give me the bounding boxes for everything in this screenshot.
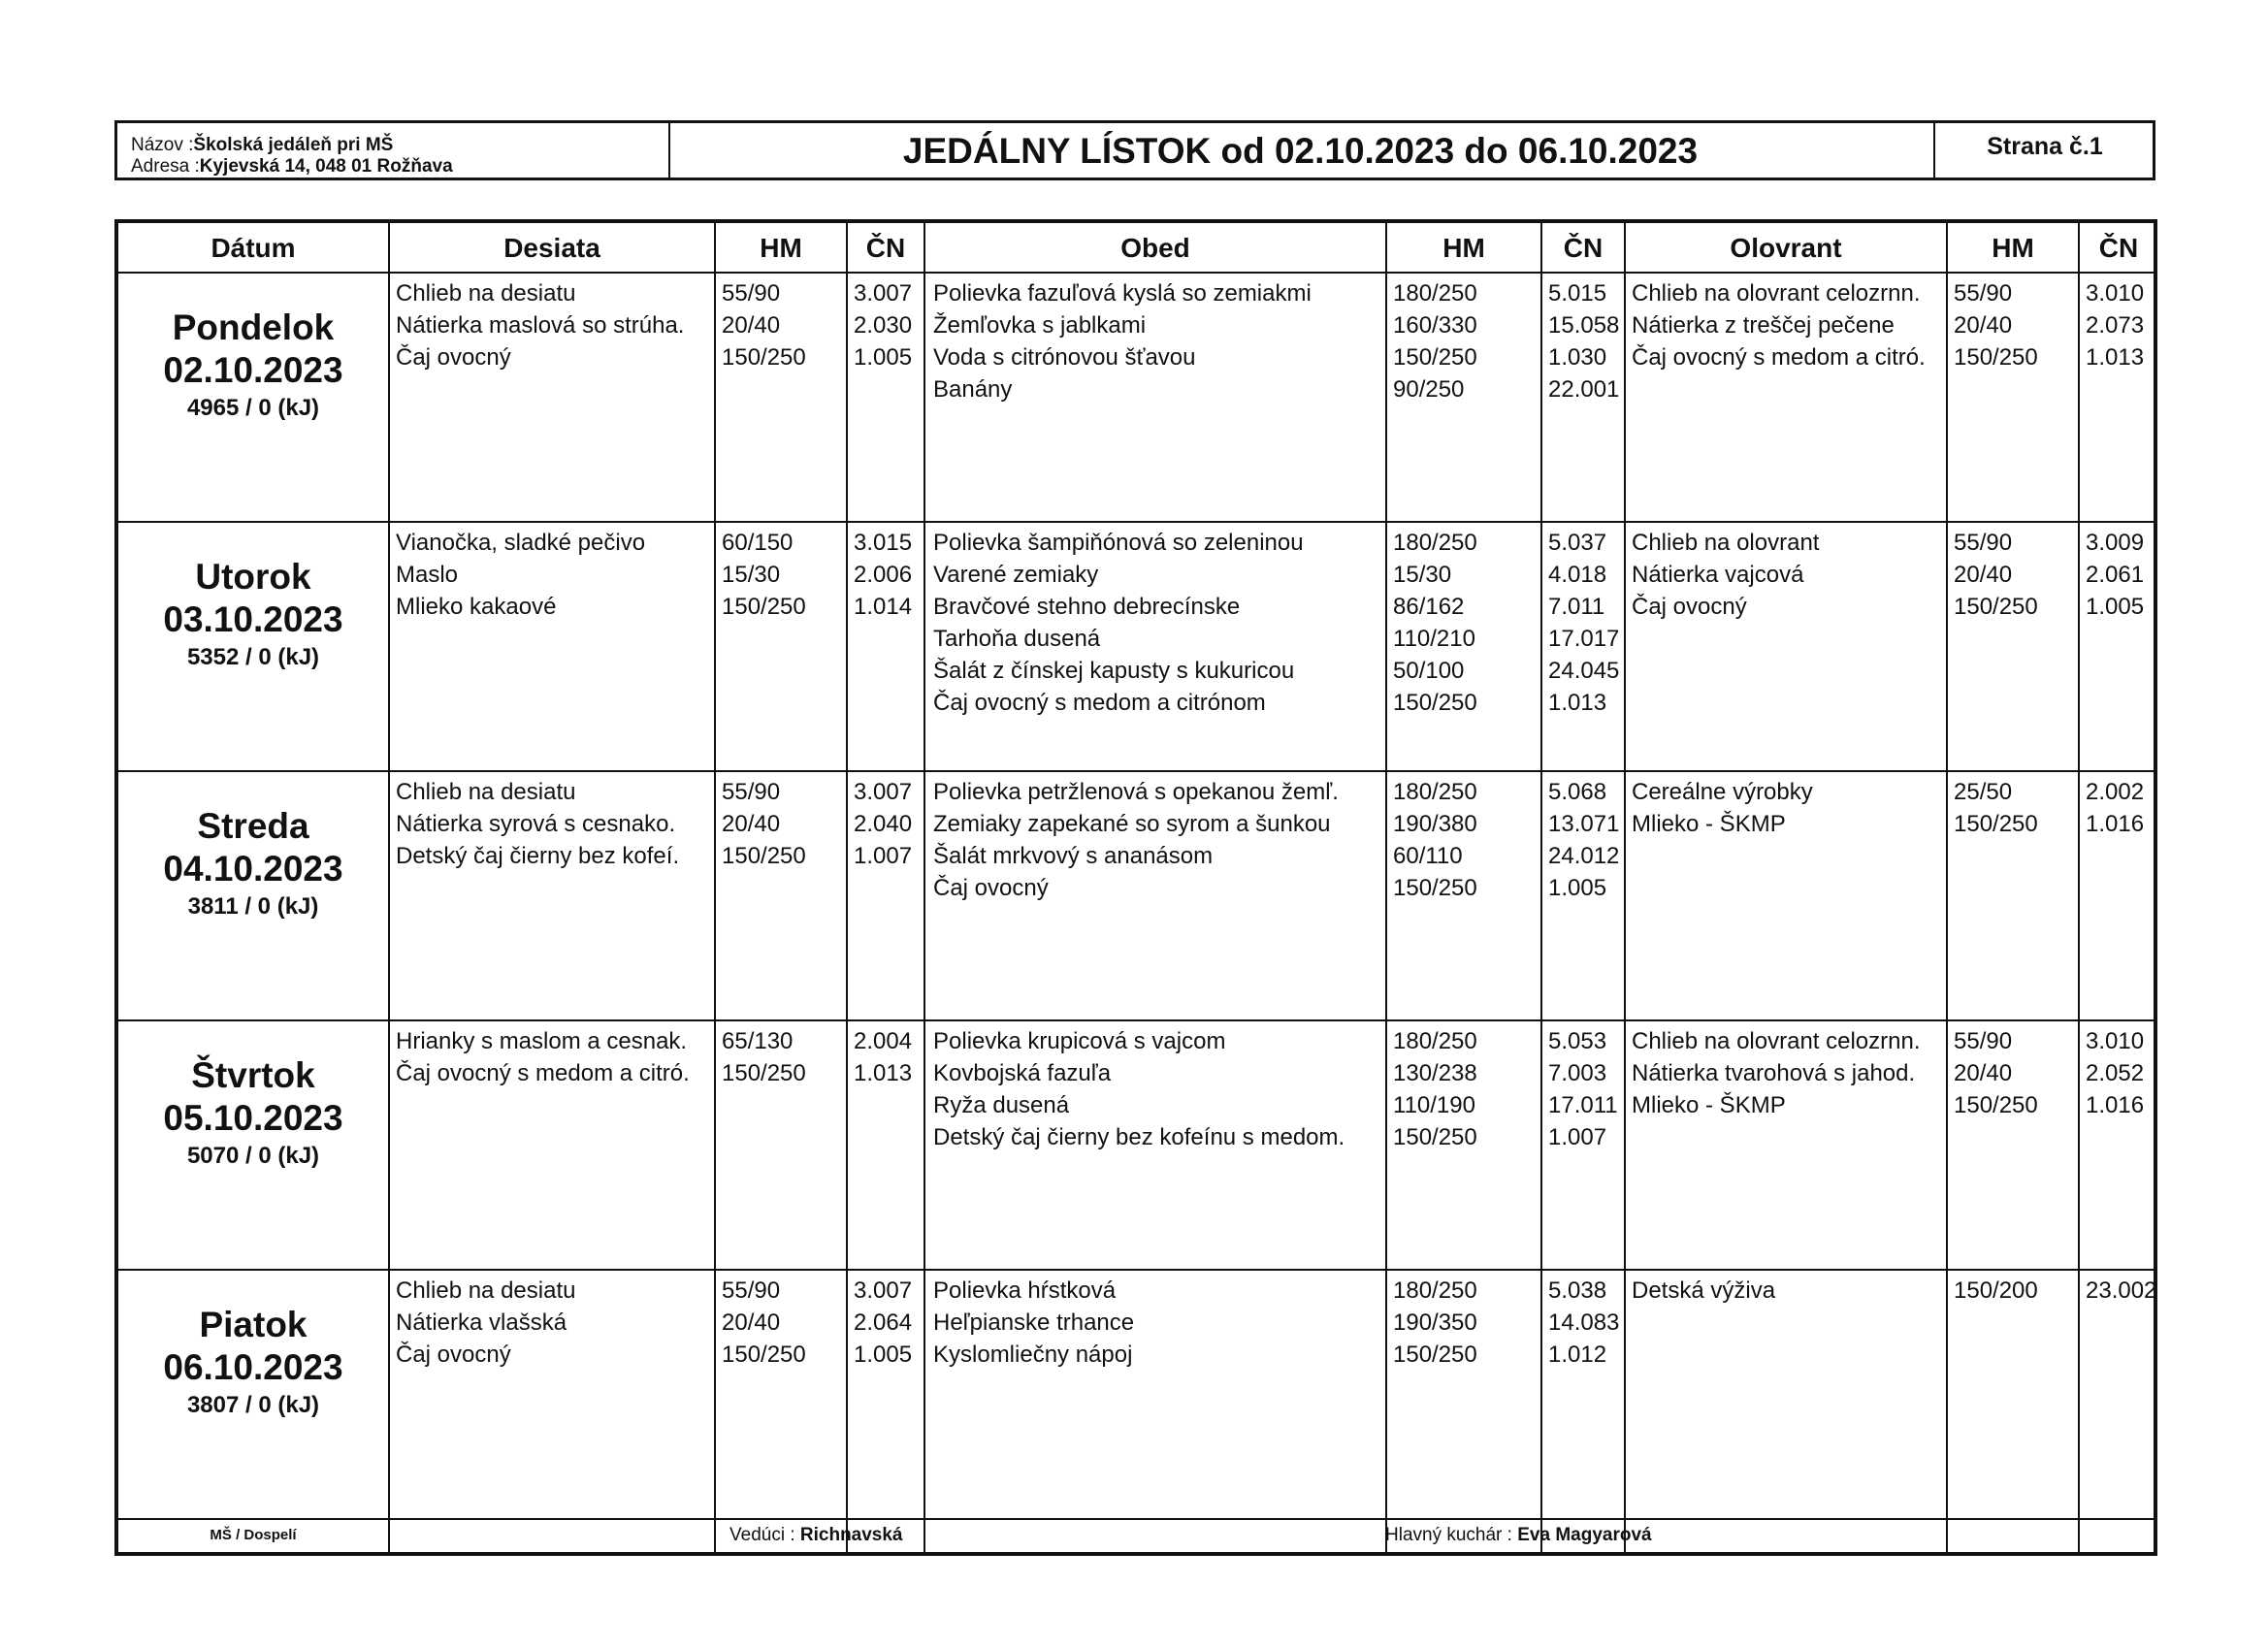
day-cell <box>118 1304 388 1422</box>
desiata-cn: 3.007 <box>854 1277 913 1304</box>
desiata-item-column <box>396 1025 690 1089</box>
obed-hm: 150/250 <box>1393 1342 1477 1368</box>
grid-line <box>923 223 925 1552</box>
olovrant-hm: 150/200 <box>1954 1277 2038 1304</box>
obed-cn: 24.012 <box>1548 843 1620 869</box>
obed-item: Šalát z čínskej kapusty s kukuricou <box>933 658 1295 684</box>
olovrant-item: Chlieb na olovrant celozrnn. <box>1632 280 1921 307</box>
desiata-hm-column <box>722 527 806 623</box>
desiata-item-column <box>396 1275 575 1371</box>
desiata-hm: 55/90 <box>722 779 781 805</box>
obed-item: Polievka hŕstková <box>933 1277 1117 1304</box>
obed-hm: 160/330 <box>1393 312 1477 339</box>
footer-chef <box>1385 1519 1652 1552</box>
desiata-cn: 1.005 <box>854 344 913 371</box>
desiata-item: Nátierka maslová so strúha. <box>396 312 685 339</box>
obed-hm: 150/250 <box>1393 1124 1477 1150</box>
olovrant-cn-column <box>2086 277 2144 373</box>
obed-hm: 180/250 <box>1393 779 1477 805</box>
obed-cn: 5.068 <box>1548 779 1607 805</box>
olovrant-hm-column <box>1954 1275 2038 1307</box>
obed-item-column <box>933 277 1312 405</box>
canteen-address: Kyjevská 14, 048 01 Rožňava <box>199 156 453 177</box>
olovrant-cn: 1.005 <box>2086 594 2145 620</box>
obed-item: Voda s citrónovou šťavou <box>933 344 1196 371</box>
column-header-desiata: Desiata <box>503 233 600 263</box>
obed-hm: 150/250 <box>1393 875 1477 901</box>
desiata-cn-column <box>854 1025 912 1089</box>
desiata-item-column <box>396 527 645 623</box>
obed-item-column <box>933 527 1304 719</box>
desiata-cn: 2.064 <box>854 1310 913 1336</box>
desiata-hm: 60/150 <box>722 530 794 556</box>
obed-cn-column <box>1548 1275 1619 1371</box>
grid-line <box>1946 223 1948 1552</box>
olovrant-item: Nátierka tvarohová s jahod. <box>1632 1060 1916 1086</box>
desiata-cn: 3.007 <box>854 779 913 805</box>
obed-hm: 180/250 <box>1393 1028 1477 1054</box>
olovrant-item-column <box>1632 1275 1775 1307</box>
olovrant-cn: 3.009 <box>2086 530 2145 556</box>
obed-hm: 180/250 <box>1393 280 1477 307</box>
obed-hm: 86/162 <box>1393 594 1465 620</box>
column-header-hm: HM <box>1442 233 1485 263</box>
obed-cn: 1.007 <box>1548 1124 1607 1150</box>
olovrant-hm: 20/40 <box>1954 562 2013 588</box>
desiata-hm-column <box>722 277 806 373</box>
obed-item-column <box>933 776 1339 904</box>
desiata-cn: 2.030 <box>854 312 913 339</box>
obed-hm: 150/250 <box>1393 344 1477 371</box>
olovrant-cn: 1.016 <box>2086 1092 2145 1118</box>
olovrant-item: Nátierka vajcová <box>1632 562 1804 588</box>
olovrant-cn-column <box>2086 1025 2144 1121</box>
obed-item: Kovbojská fazuľa <box>933 1060 1112 1086</box>
obed-cn: 1.013 <box>1548 690 1607 716</box>
desiata-cn-column <box>854 527 912 623</box>
olovrant-hm-column <box>1954 1025 2038 1121</box>
day-date: 03.10.2023 <box>163 599 343 639</box>
desiata-item: Mlieko kakaové <box>396 594 557 620</box>
desiata-hm: 55/90 <box>722 280 781 307</box>
olovrant-hm: 20/40 <box>1954 1060 2013 1086</box>
olovrant-cn: 2.061 <box>2086 562 2145 588</box>
grid-line <box>118 770 2154 772</box>
desiata-cn: 3.015 <box>854 530 913 556</box>
desiata-hm: 55/90 <box>722 1277 781 1304</box>
obed-cn: 5.053 <box>1548 1028 1607 1054</box>
grid-line <box>388 223 390 1552</box>
olovrant-cn: 1.013 <box>2086 344 2145 371</box>
desiata-hm: 150/250 <box>722 843 806 869</box>
obed-item: Kyslomliečny nápoj <box>933 1342 1133 1368</box>
desiata-cn: 1.014 <box>854 594 913 620</box>
grid-line <box>118 521 2154 523</box>
olovrant-cn: 1.016 <box>2086 811 2145 837</box>
day-name: Utorok <box>195 557 311 597</box>
column-header-obed: Obed <box>1120 233 1190 263</box>
obed-item: Varené zemiaky <box>933 562 1099 588</box>
desiata-hm-column <box>722 776 806 872</box>
obed-item: Polievka petržlenová s opekanou žemľ. <box>933 779 1339 805</box>
day-date: 04.10.2023 <box>163 849 343 889</box>
day-energy: 3807 / 0 (kJ) <box>186 1392 320 1418</box>
olovrant-hm: 150/250 <box>1954 344 2038 371</box>
day-cell <box>118 805 388 923</box>
menu-header <box>114 120 2155 180</box>
desiata-item-column <box>396 277 684 373</box>
obed-item: Polievka šampiňónová so zeleninou <box>933 530 1304 556</box>
page-number: Strana č.1 <box>1987 133 2103 160</box>
obed-hm: 180/250 <box>1393 1277 1477 1304</box>
obed-item-column <box>933 1025 1345 1153</box>
obed-hm: 60/110 <box>1393 843 1463 869</box>
day-energy: 5070 / 0 (kJ) <box>186 1143 320 1169</box>
obed-item: Detský čaj čierny bez kofeínu s medom. <box>933 1124 1345 1150</box>
obed-hm-column <box>1393 776 1477 904</box>
obed-item: Zemiaky zapekané so syrom a šunkou <box>933 811 1331 837</box>
name-label: Názov : <box>131 135 194 155</box>
obed-item: Žemľovka s jablkami <box>933 312 1147 339</box>
chef-label: Hlavný kuchár : <box>1385 1525 1512 1545</box>
obed-cn: 7.003 <box>1548 1060 1607 1086</box>
obed-cn-column <box>1548 277 1619 405</box>
desiata-hm: 150/250 <box>722 344 806 371</box>
day-date: 02.10.2023 <box>163 350 343 390</box>
olovrant-cn: 2.002 <box>2086 779 2145 805</box>
obed-cn-column <box>1548 527 1619 719</box>
desiata-item: Nátierka vlašská <box>396 1310 567 1336</box>
desiata-item: Chlieb na desiatu <box>396 280 576 307</box>
chef-name: Eva Magyarová <box>1517 1525 1652 1545</box>
grid-line <box>118 1019 2154 1021</box>
grid-line <box>118 1269 2154 1271</box>
day-name: Piatok <box>199 1305 308 1344</box>
obed-hm: 110/190 <box>1393 1092 1475 1118</box>
obed-item-column <box>933 1275 1134 1371</box>
desiata-cn: 1.005 <box>854 1342 913 1368</box>
desiata-item: Hrianky s maslom a cesnak. <box>396 1028 688 1054</box>
olovrant-item: Mlieko - ŠKMP <box>1632 1092 1786 1118</box>
grid-line <box>1624 223 1626 1552</box>
olovrant-hm: 55/90 <box>1954 1028 2013 1054</box>
header-divider <box>1933 123 1935 178</box>
day-name: Štvrtok <box>191 1055 315 1095</box>
obed-hm-column <box>1393 527 1477 719</box>
column-header-cn: ČN <box>865 233 906 263</box>
olovrant-item: Čaj ovocný s medom a citró. <box>1632 344 1926 371</box>
grid-line <box>846 223 848 1552</box>
olovrant-hm: 25/50 <box>1954 779 2013 805</box>
day-energy: 4965 / 0 (kJ) <box>186 395 320 421</box>
olovrant-hm: 55/90 <box>1954 530 2013 556</box>
day-date: 06.10.2023 <box>163 1347 343 1387</box>
obed-hm: 50/100 <box>1393 658 1465 684</box>
desiata-hm: 150/250 <box>722 1060 806 1086</box>
desiata-hm: 150/250 <box>722 1342 806 1368</box>
obed-cn: 17.017 <box>1548 626 1620 652</box>
obed-cn: 5.037 <box>1548 530 1607 556</box>
obed-hm: 110/210 <box>1393 626 1475 652</box>
header-divider <box>668 123 670 178</box>
desiata-item: Čaj ovocný s medom a citró. <box>396 1060 690 1086</box>
obed-cn: 15.058 <box>1548 312 1620 339</box>
olovrant-hm: 20/40 <box>1954 312 2013 339</box>
address-label: Adresa : <box>131 156 200 177</box>
desiata-item: Chlieb na desiatu <box>396 1277 576 1304</box>
desiata-hm: 20/40 <box>722 1310 781 1336</box>
manager-label: Vedúci : <box>729 1525 795 1545</box>
obed-item: Šalát mrkvový s ananásom <box>933 843 1214 869</box>
olovrant-hm: 55/90 <box>1954 280 2013 307</box>
obed-hm-column <box>1393 1025 1477 1153</box>
obed-hm: 130/238 <box>1393 1060 1477 1086</box>
olovrant-item: Mlieko - ŠKMP <box>1632 811 1786 837</box>
olovrant-item: Nátierka z treščej pečene <box>1632 312 1895 339</box>
obed-hm: 180/250 <box>1393 530 1477 556</box>
obed-item: Polievka fazuľová kyslá so zemiakmi <box>933 280 1312 307</box>
obed-hm: 190/350 <box>1393 1310 1477 1336</box>
olovrant-cn-column <box>2086 776 2144 840</box>
day-energy: 3811 / 0 (kJ) <box>187 893 319 920</box>
menu-table <box>114 219 2157 1556</box>
obed-item: Bravčové stehno debrecínske <box>933 594 1241 620</box>
obed-cn: 13.071 <box>1548 811 1620 837</box>
desiata-cn: 1.013 <box>854 1060 913 1086</box>
obed-hm: 150/250 <box>1393 690 1477 716</box>
olovrant-item: Chlieb na olovrant <box>1632 530 1820 556</box>
olovrant-cn: 23.002 <box>2086 1277 2157 1304</box>
column-header-hm: HM <box>760 233 802 263</box>
obed-item: Ryža dusená <box>933 1092 1070 1118</box>
day-name: Pondelok <box>172 307 335 347</box>
day-cell <box>118 307 388 425</box>
obed-item: Tarhoňa dusená <box>933 626 1101 652</box>
obed-cn: 5.015 <box>1548 280 1607 307</box>
grid-line <box>714 223 716 1552</box>
obed-item: Banány <box>933 376 1013 403</box>
obed-hm-column <box>1393 277 1477 405</box>
olovrant-hm-column <box>1954 527 2038 623</box>
desiata-hm: 15/30 <box>722 562 781 588</box>
page-title: JEDÁLNY LÍSTOK od 02.10.2023 do 06.10.2023 <box>902 131 1699 171</box>
desiata-item: Čaj ovocný <box>396 344 511 371</box>
olovrant-hm: 150/250 <box>1954 1092 2038 1118</box>
day-cell <box>118 1054 388 1173</box>
desiata-item: Nátierka syrová s cesnako. <box>396 811 676 837</box>
desiata-hm-column <box>722 1025 806 1089</box>
obed-cn: 14.083 <box>1548 1310 1620 1336</box>
canteen-info <box>131 135 453 178</box>
desiata-cn: 2.004 <box>854 1028 913 1054</box>
desiata-cn-column <box>854 277 912 373</box>
desiata-hm: 20/40 <box>722 312 781 339</box>
desiata-cn: 3.007 <box>854 280 913 307</box>
column-header-cn: ČN <box>1563 233 1604 263</box>
obed-hm: 190/380 <box>1393 811 1477 837</box>
olovrant-cn: 3.010 <box>2086 1028 2145 1054</box>
olovrant-hm: 150/250 <box>1954 594 2038 620</box>
desiata-item: Vianočka, sladké pečivo <box>396 530 646 556</box>
obed-hm-column <box>1393 1275 1477 1371</box>
desiata-item-column <box>396 776 679 872</box>
obed-cn: 22.001 <box>1548 376 1620 403</box>
olovrant-item: Čaj ovocný <box>1632 594 1747 620</box>
olovrant-hm-column <box>1954 776 2038 840</box>
olovrant-cn-column <box>2086 1275 2156 1307</box>
olovrant-hm-column <box>1954 277 2038 373</box>
olovrant-cn: 3.010 <box>2086 280 2145 307</box>
grid-line <box>2078 223 2080 1552</box>
olovrant-cn: 2.073 <box>2086 312 2145 339</box>
olovrant-item-column <box>1632 1025 1921 1121</box>
desiata-hm: 65/130 <box>722 1028 794 1054</box>
olovrant-item: Detská výživa <box>1632 1277 1776 1304</box>
olovrant-item: Cereálne výrobky <box>1632 779 1813 805</box>
grid-line <box>1385 223 1387 1552</box>
obed-cn-column <box>1548 776 1619 904</box>
olovrant-item-column <box>1632 277 1926 373</box>
obed-cn: 17.011 <box>1548 1092 1618 1118</box>
olovrant-item: Chlieb na olovrant celozrnn. <box>1632 1028 1921 1054</box>
desiata-item: Čaj ovocný <box>396 1342 511 1368</box>
grid-line <box>118 1518 2154 1520</box>
olovrant-item-column <box>1632 527 1819 623</box>
obed-item: Čaj ovocný <box>933 875 1049 901</box>
footer-category: MŠ / Dospelí <box>210 1527 297 1543</box>
desiata-item: Chlieb na desiatu <box>396 779 576 805</box>
obed-item: Heľpianske trhance <box>933 1310 1135 1336</box>
desiata-hm: 20/40 <box>722 811 781 837</box>
canteen-name: Školská jedáleň pri MŠ <box>193 135 394 155</box>
obed-item: Čaj ovocný s medom a citrónom <box>933 690 1266 716</box>
day-cell <box>118 556 388 674</box>
obed-cn: 5.038 <box>1548 1277 1607 1304</box>
obed-cn: 24.045 <box>1548 658 1620 684</box>
obed-hm: 90/250 <box>1393 376 1465 403</box>
olovrant-cn: 2.052 <box>2086 1060 2145 1086</box>
obed-hm: 15/30 <box>1393 562 1452 588</box>
day-name: Streda <box>197 806 309 846</box>
desiata-hm-column <box>722 1275 806 1371</box>
desiata-cn: 2.006 <box>854 562 913 588</box>
olovrant-cn-column <box>2086 527 2144 623</box>
obed-item: Polievka krupicová s vajcom <box>933 1028 1226 1054</box>
obed-cn: 1.005 <box>1548 875 1607 901</box>
footer-manager <box>729 1519 903 1552</box>
day-date: 05.10.2023 <box>163 1098 343 1138</box>
obed-cn-column <box>1548 1025 1618 1153</box>
obed-cn: 1.012 <box>1548 1342 1607 1368</box>
desiata-cn: 2.040 <box>854 811 913 837</box>
column-header-olovrant: Olovrant <box>1730 233 1842 263</box>
desiata-cn-column <box>854 1275 912 1371</box>
grid-line <box>118 272 2154 274</box>
column-header-date: Dátum <box>211 233 296 263</box>
day-energy: 5352 / 0 (kJ) <box>186 644 320 670</box>
desiata-cn: 1.007 <box>854 843 913 869</box>
obed-cn: 7.011 <box>1548 594 1605 620</box>
obed-cn: 4.018 <box>1548 562 1607 588</box>
obed-cn: 1.030 <box>1548 344 1607 371</box>
desiata-cn-column <box>854 776 912 872</box>
manager-name: Richnavská <box>799 1525 903 1545</box>
olovrant-item-column <box>1632 776 1813 840</box>
desiata-hm: 150/250 <box>722 594 806 620</box>
desiata-item: Maslo <box>396 562 459 588</box>
desiata-item: Detský čaj čierny bez kofeí. <box>396 843 680 869</box>
grid-line <box>1540 223 1542 1552</box>
column-header-hm: HM <box>1992 233 2034 263</box>
olovrant-hm: 150/250 <box>1954 811 2038 837</box>
column-header-cn: ČN <box>2098 233 2139 263</box>
